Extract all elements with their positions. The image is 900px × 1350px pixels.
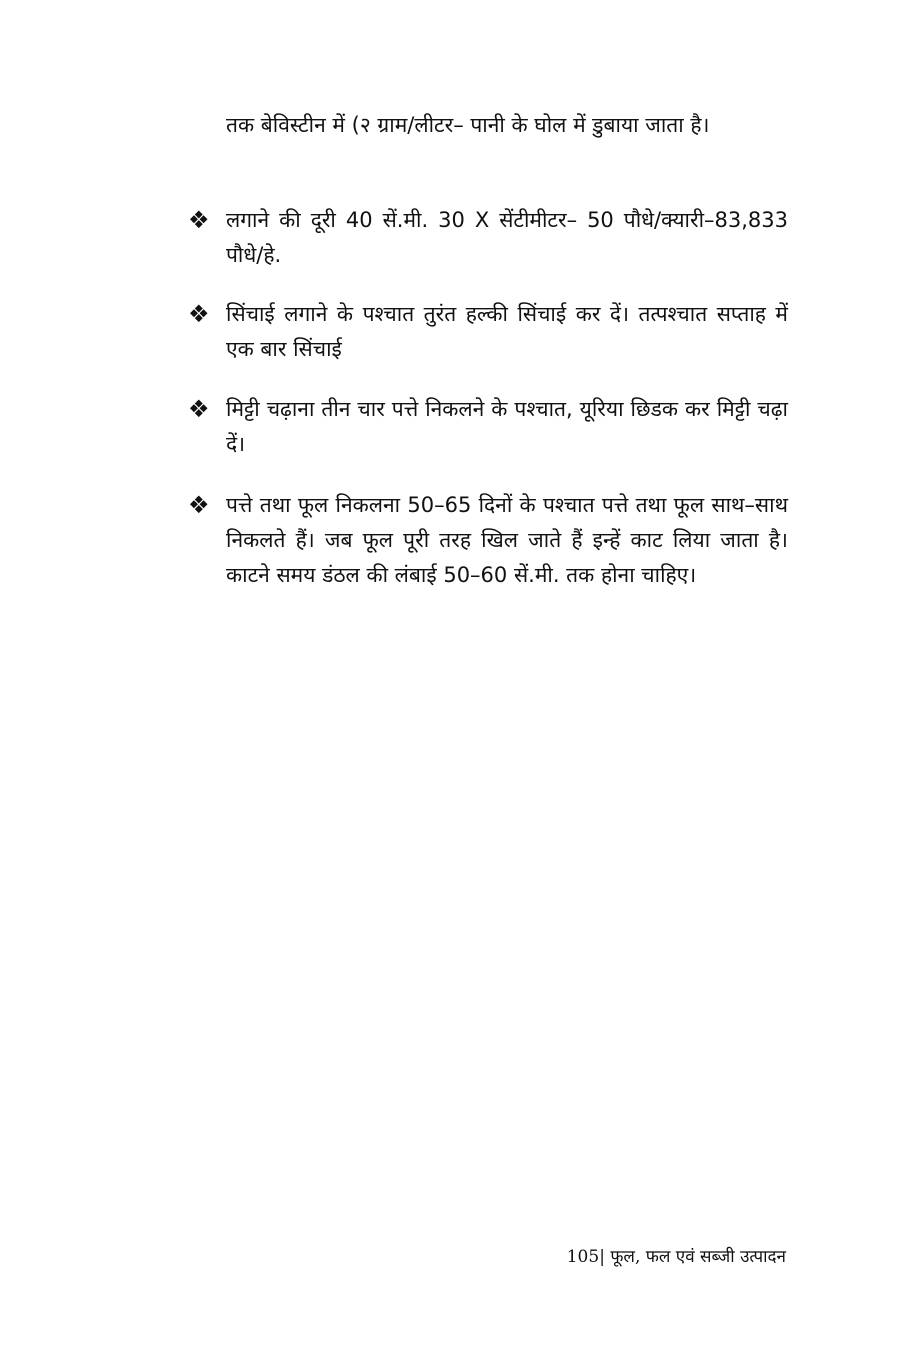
book-title: फूल, फल एवं सब्जी उत्पादन bbox=[604, 1247, 786, 1267]
diamond-bullet-icon: ❖ bbox=[188, 491, 210, 519]
page-footer bbox=[567, 1245, 786, 1269]
bullet-text-earthing-up: मिट्टी चढ़ाना तीन चार पत्ते निकलने के पश्चात, यूरिया छिडक कर मिट्टी चढ़ा दें। bbox=[226, 397, 788, 456]
footer-separator: | bbox=[599, 1247, 605, 1267]
page-number: 105 bbox=[566, 1247, 600, 1267]
diamond-bullet-icon: ❖ bbox=[188, 300, 210, 328]
bullet-text-spacing: लगाने की दूरी 40 सें.मी. 30 X सेंटीमीटर– 50 पौधे/क्यारी–83,833 पौधे/हे. bbox=[226, 208, 788, 267]
bullet-text-flowering: पत्ते तथा फूल निकलना 50–65 दिनों के पश्चात पत्ते तथा फूल साथ–साथ निकलते हैं। जब फूल पूरी तरह खिल जाते हैं इन्हें काट लिया जाता है। काटने समय डंठल की लंबाई 50–60 सें.मी. तक होना चाहिए। bbox=[226, 493, 788, 587]
diamond-bullet-icon: ❖ bbox=[188, 206, 210, 234]
continuation-paragraph: तक बेविस्टीन में (२ ग्राम/लीटर– पानी के घोल में डुबाया जाता है। bbox=[226, 113, 710, 137]
diamond-bullet-icon: ❖ bbox=[188, 395, 210, 423]
bullet-text-irrigation: सिंचाई लगाने के पश्चात तुरंत हल्की सिंचाई कर दें। तत्पश्चात सप्ताह में एक बार सिंचाई bbox=[226, 302, 788, 361]
